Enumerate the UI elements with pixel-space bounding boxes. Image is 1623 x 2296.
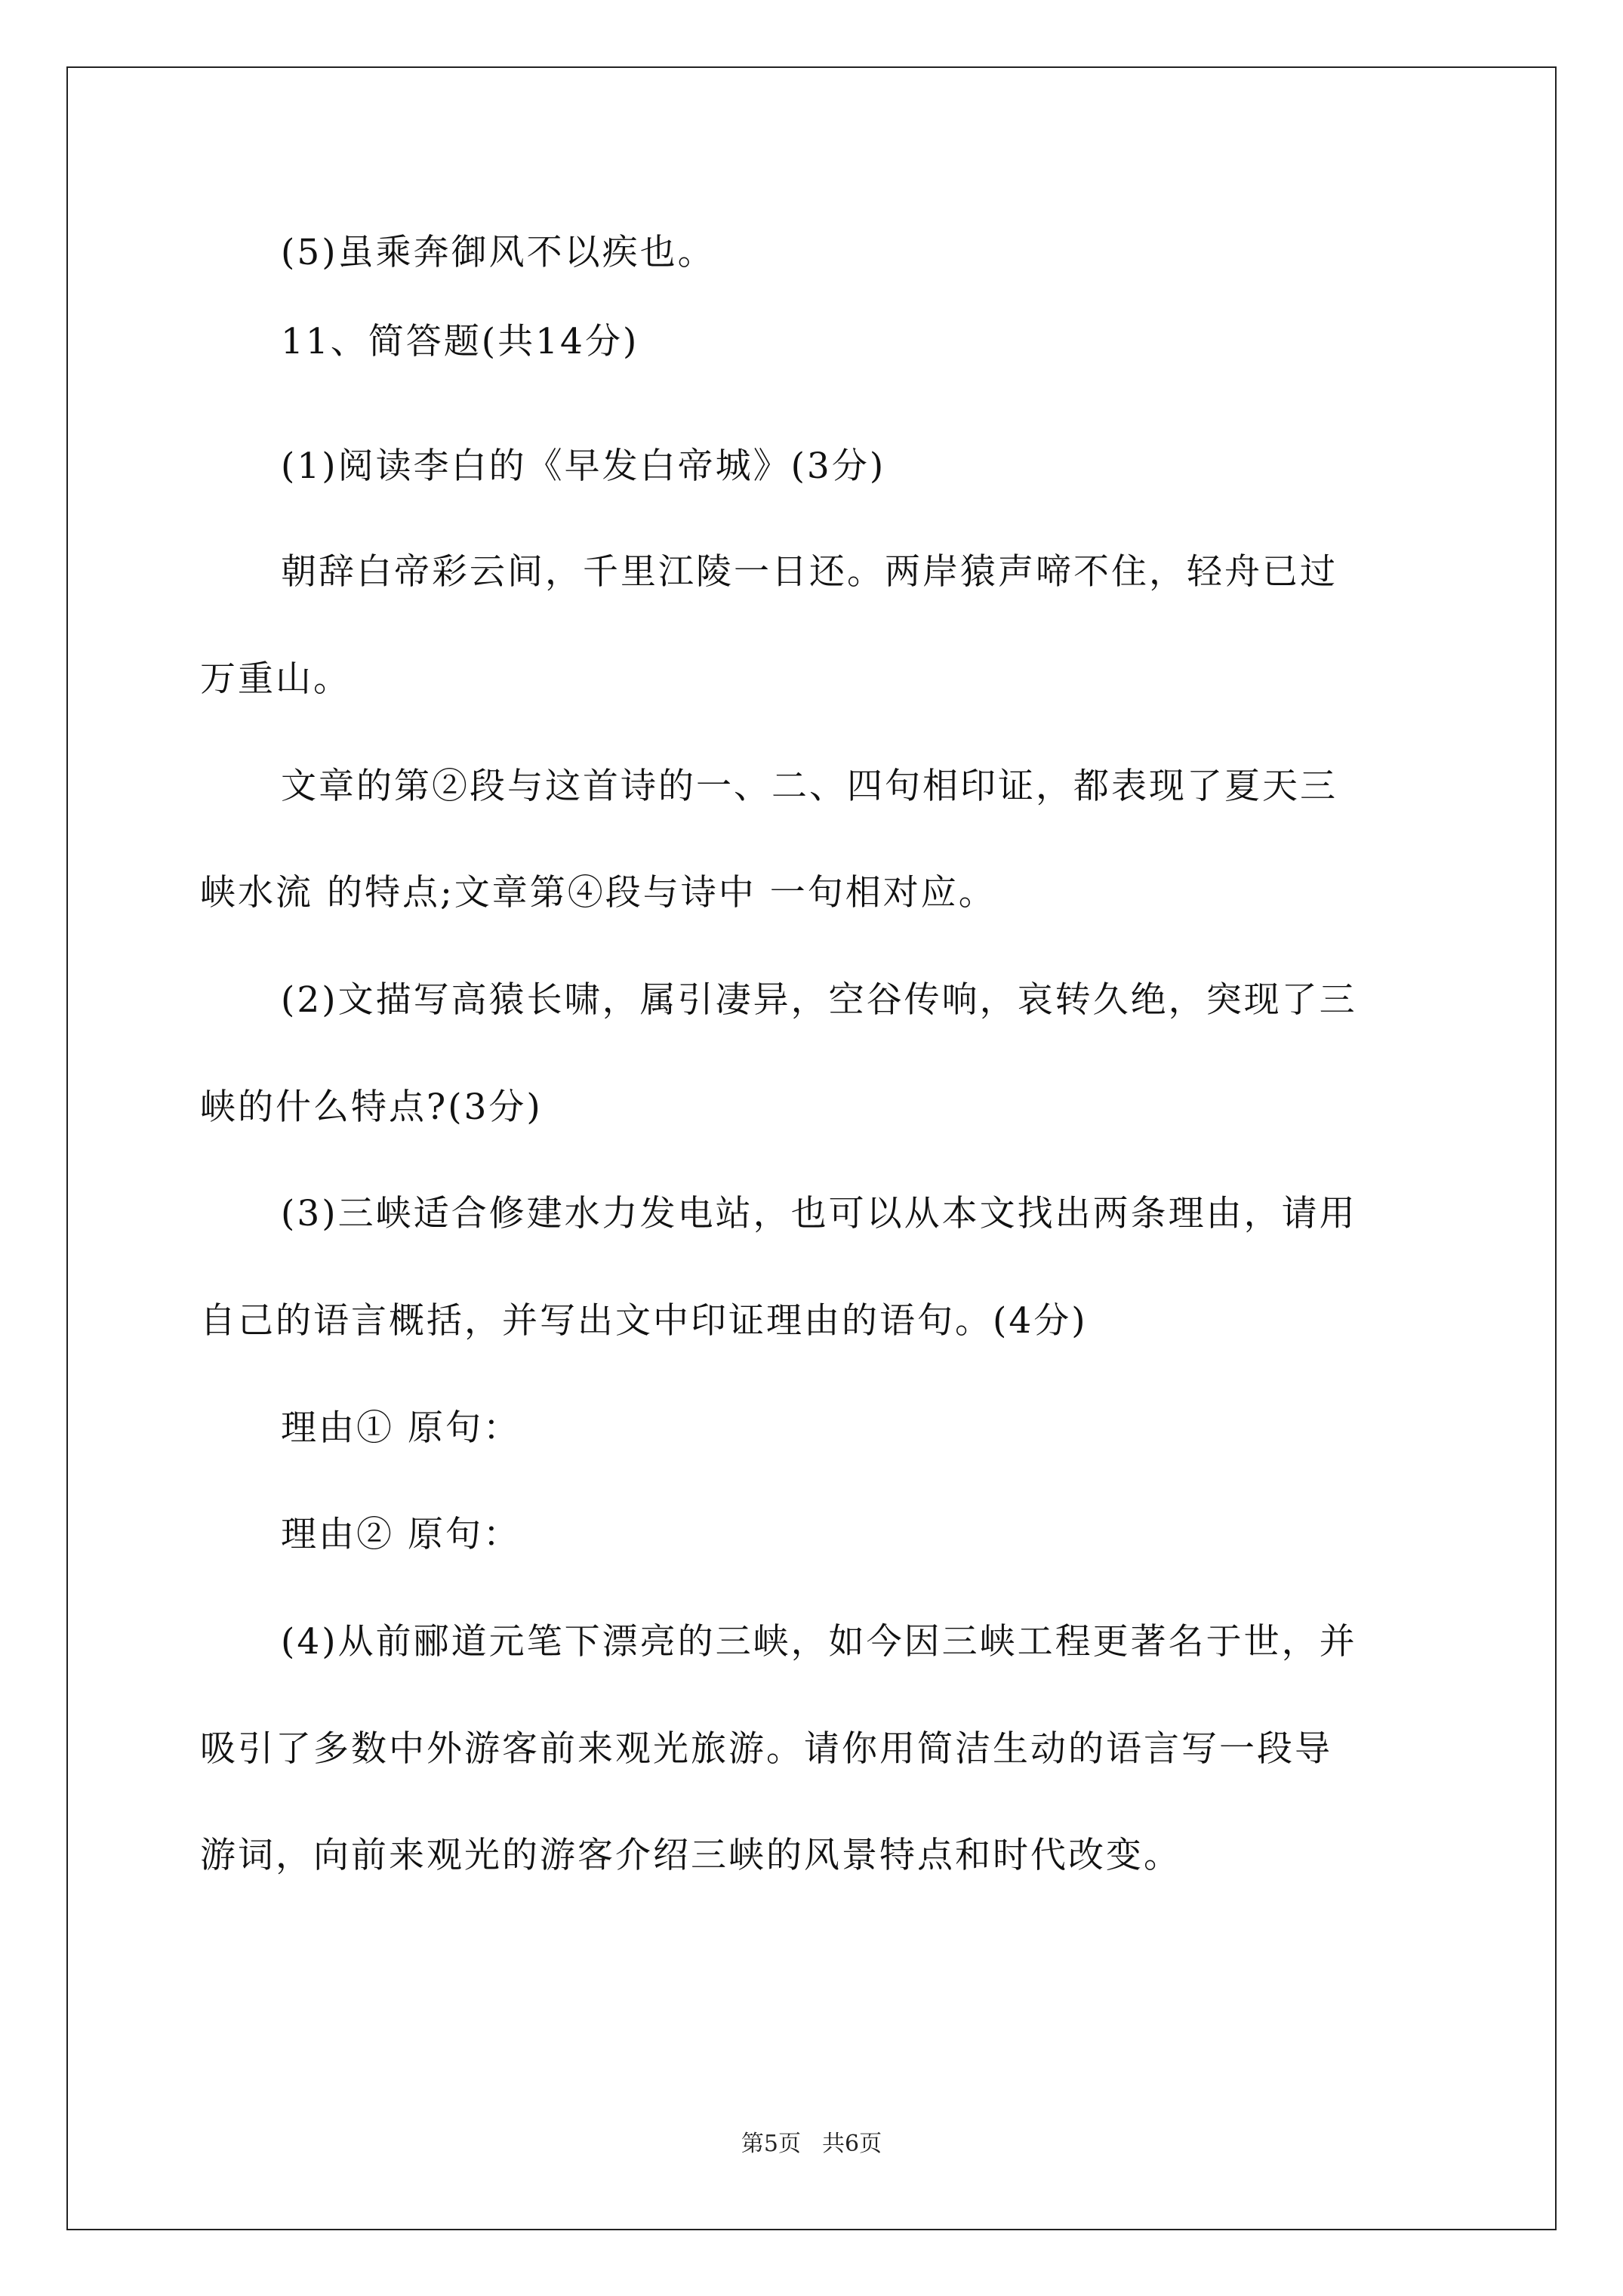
text-line-q11-3-a: (3)三峡适合修建水力发电站，也可以从本文找出两条理由，请用 (281, 1193, 1357, 1234)
page-number-total: 共6页 (822, 2131, 882, 2157)
text-line-reason-2: 理由② 原句： (281, 1514, 521, 1555)
text-line-reason-1: 理由① 原句： (281, 1407, 521, 1449)
text-line-q11-3-b: 自己的语言概括，并写出文中印证理由的语句。(4分) (200, 1300, 1088, 1342)
text-line-q11-1-task-2: 峡水流 的特点;文章第④段与诗中 一句相对应。 (200, 872, 996, 914)
text-line-q11-1: (1)阅读李白的《早发白帝城》(3分) (281, 445, 886, 487)
page-border (66, 66, 1557, 2230)
text-line-q10-5: (5)虽乘奔御风不以疾也。 (281, 232, 716, 273)
page-footer (0, 2129, 1623, 2159)
text-line-q11-4-b: 吸引了多数中外游客前来观光旅游。请你用简洁生动的语言写一段导 (200, 1728, 1332, 1770)
text-line-q11-4-a: (4)从前郦道元笔下漂亮的三峡，如今因三峡工程更著名于世，并 (281, 1621, 1357, 1663)
text-line-q11-2-a: (2)文描写高猿长啸，属引凄异，空谷传响，哀转久绝，突现了三 (281, 979, 1357, 1021)
text-line-q11-heading: 11、简答题(共14分) (281, 321, 639, 362)
page-number-current: 第5页 (741, 2131, 801, 2157)
text-line-q11-2-b: 峡的什么特点?(3分) (200, 1086, 543, 1128)
text-line-poem-1: 朝辞白帝彩云间，千里江陵一日还。两岸猿声啼不住，轻舟已过 (281, 551, 1338, 593)
text-line-poem-2: 万重山。 (200, 658, 351, 700)
text-line-q11-1-task-1: 文章的第②段与这首诗的一、二、四句相印证，都表现了夏天三 (281, 766, 1338, 807)
text-line-q11-4-c: 游词，向前来观光的游客介绍三峡的风景特点和时代改变。 (200, 1835, 1181, 1876)
